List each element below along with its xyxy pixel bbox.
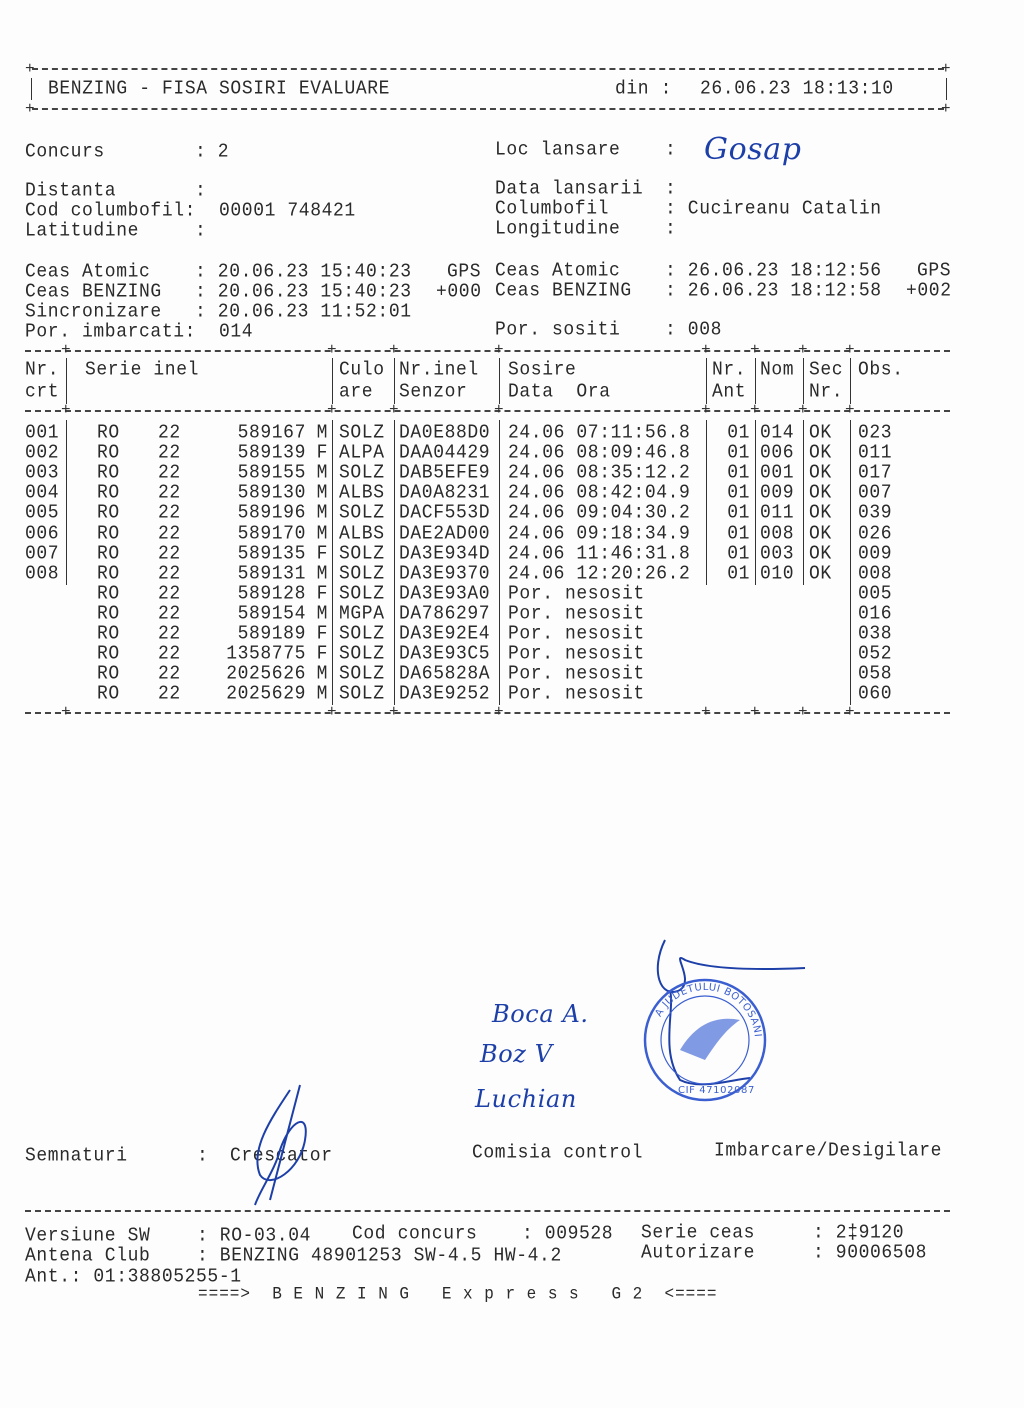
cell-nom: 008 [760,522,795,545]
cell-culoare: MGPA [339,603,385,625]
cell-sex: M [316,603,328,625]
cell-nom: 003 [760,542,795,565]
cell-sex: M [316,683,328,706]
table-rule-junction: + [798,401,809,419]
cell-tara: RO [97,442,120,464]
cell-sex: F [316,582,328,605]
cell-sex: M [316,562,328,585]
cell-sec: OK [809,562,832,585]
cell-sex: M [316,482,328,505]
cell-sex: M [316,422,328,444]
cell-sosire: Por. nesosit [508,643,645,665]
column-divider [499,358,500,404]
cell-sex: M [316,462,328,484]
cell-ant: 01 [727,482,750,505]
table-rule-junction: + [389,341,400,359]
column-header-sosire: Sosire [508,359,577,381]
cell-senzor: DA3E9252 [399,683,491,706]
corner-mark: + [25,100,36,118]
cell-an: 22 [158,582,181,605]
cell-an: 22 [158,603,181,625]
cell-obs: 005 [858,582,893,605]
cell-culoare: SOLZ [339,663,385,685]
stamp-cif: CIF 47102087 [678,1085,755,1096]
cell-sosire: Por. nesosit [508,603,645,625]
cell-sosire: 24.06 08:42:04.9 [508,482,691,505]
handwritten-name: Boca A. [492,1000,589,1028]
table-rule-junction: + [750,401,761,419]
cell-culoare: SOLZ [339,462,385,484]
table-rule-junction: + [327,703,338,721]
cell-tara: RO [97,482,120,505]
column-header-senzor: Nr.inel [399,359,479,381]
cell-nom: 014 [760,422,795,444]
cell-culoare: SOLZ [339,502,385,525]
cell-ant: 01 [727,542,750,565]
cell-culoare: ALBS [339,522,385,545]
cell-inel: 2025629 [226,683,306,706]
table-rule-junction: + [327,401,338,419]
clock-value: : 20.06.23 15:40:23 [195,261,412,283]
cell-sosire: 24.06 07:11:56.8 [508,422,691,444]
corner-mark: + [941,60,952,78]
column-divider [706,358,707,404]
cell-obs: 060 [858,683,893,706]
cell-senzor: DAE2AD00 [399,522,491,545]
column-header-nom: Nom [760,359,795,381]
cell-senzor: DA3E93A0 [399,582,491,605]
cell-nr: 005 [25,502,60,525]
cell-sosire: Por. nesosit [508,582,645,605]
clock-label: Sincronizare [25,301,162,323]
cell-nr: 007 [25,542,60,565]
cell-inel: 589170 [237,522,306,545]
cell-sex: M [316,502,328,525]
column-divider [394,420,395,705]
cell-an: 22 [158,542,181,565]
cell-senzor: DA786297 [399,603,491,625]
cell-sosire: 24.06 09:04:30.2 [508,502,691,525]
cell-tara: RO [97,663,120,685]
concurs-label: Concurs [25,141,105,163]
table-rule-junction: + [389,703,400,721]
columbofil-value: : Cucireanu Catalin [665,198,882,220]
cell-sosire: 24.06 08:35:12.2 [508,462,691,484]
cod-concurs-value: : 009528 [522,1223,614,1245]
cell-obs: 058 [858,663,893,685]
cell-nr: 004 [25,482,60,505]
cell-sosire: 24.06 12:20:26.2 [508,562,691,585]
column-header-serie: Serie inel [85,359,200,381]
cell-senzor: DAB5EFE9 [399,462,491,484]
autorizare-value: : 90006508 [813,1242,928,1264]
cell-inel: 589167 [237,422,306,444]
cell-sex: F [316,623,328,645]
cell-an: 22 [158,683,181,706]
cell-culoare: SOLZ [339,542,385,565]
cell-tara: RO [97,623,120,645]
clock-label: Ceas BENZING [25,281,162,303]
column-header-sosire: Data Ora [508,381,611,403]
longitudine-value: : [665,218,677,240]
column-divider [755,358,756,404]
antena-label: Antena Club [25,1245,151,1267]
cell-inel: 589128 [237,582,306,605]
column-divider [332,420,333,705]
antenna-line: Ant.: 01:38805255-1 [25,1266,242,1288]
cell-an: 22 [158,643,181,665]
cell-senzor: DA0E88D0 [399,422,491,444]
cell-senzor: DA3E934D [399,542,491,565]
data-lansarii-label: Data lansarii [495,178,644,200]
cell-sex: M [316,522,328,545]
cell-ant: 01 [727,502,750,525]
cell-obs: 011 [858,442,893,464]
cell-obs: 039 [858,502,893,525]
cell-senzor: DA3E93C5 [399,643,491,665]
cell-sec: OK [809,522,832,545]
cell-inel: 589139 [237,442,306,464]
cell-nr: 001 [25,422,60,444]
cell-senzor: DA0A8231 [399,482,491,505]
header-top-rule [32,68,944,70]
cell-nom: 001 [760,462,795,484]
handwritten-name: Boz V [480,1040,553,1068]
distanta-value: : [195,180,207,202]
table-rule-junction: + [494,401,505,419]
cell-ant: 01 [727,422,750,444]
cell-ant: 01 [727,522,750,545]
cell-obs: 008 [858,562,893,585]
table-rule-junction: + [798,703,809,721]
cell-senzor: DA3E92E4 [399,623,491,645]
cell-nom: 009 [760,482,795,505]
versiune-label: Versiune SW [25,1225,151,1247]
cell-an: 22 [158,422,181,444]
document-title: BENZING - FISA SOSIRI EVALUARE [48,78,391,100]
column-divider [803,420,804,585]
handwritten-name: Luchian [475,1085,577,1113]
cell-sosire: Por. nesosit [508,663,645,685]
cell-sec: OK [809,542,832,565]
clock-suffix: GPS [917,260,952,282]
cell-sosire: Por. nesosit [508,623,645,645]
footer-rule [25,1210,950,1212]
cell-tara: RO [97,502,120,525]
table-rule-junction: + [845,703,856,721]
clock-label: Por. sositi [495,319,621,341]
versiune-value: : RO-03.04 [197,1225,312,1247]
cell-inel: 589196 [237,502,306,525]
corner-mark: + [941,100,952,118]
cod-concurs-label: Cod concurs [352,1223,478,1245]
cell-tara: RO [97,562,120,585]
cell-an: 22 [158,663,181,685]
header-right-border [946,78,947,100]
loc-lansare-handwritten: Gosap [704,132,802,167]
table-rule [25,350,950,352]
cell-an: 22 [158,482,181,505]
crescator-signature [230,1080,340,1210]
column-divider [332,358,333,404]
longitudine-label: Longitudine [495,218,621,240]
cell-inel: 589131 [237,562,306,585]
clock-label: Por. imbarcati: [25,321,197,343]
distanta-label: Distanta [25,180,117,202]
clock-label: Ceas Atomic [25,261,151,283]
cell-culoare: ALPA [339,442,385,464]
column-header-culoare: Culo [339,359,385,381]
cell-tara: RO [97,422,120,444]
cell-an: 22 [158,522,181,545]
cell-nr: 006 [25,522,60,545]
cell-tara: RO [97,582,120,605]
table-rule-junction: + [845,341,856,359]
cell-culoare: SOLZ [339,562,385,585]
table-rule-junction: + [61,401,72,419]
cell-culoare: SOLZ [339,582,385,605]
table-rule-junction: + [61,703,72,721]
report-timestamp: 26.06.23 18:13:10 [700,78,894,100]
cell-tara: RO [97,462,120,484]
cell-sex: F [316,442,328,464]
cell-sec: OK [809,422,832,444]
column-divider [706,420,707,585]
cell-obs: 016 [858,603,893,625]
columbofil-label: Columbofil [495,198,610,220]
cell-an: 22 [158,442,181,464]
cell-obs: 023 [858,422,893,444]
column-header-sec: Sec [809,359,844,381]
clock-suffix: +000 [436,281,482,303]
table-rule-junction: + [845,401,856,419]
colon: : [665,139,677,161]
concurs-value: : 2 [195,141,230,163]
cell-nr: 003 [25,462,60,484]
cell-inel: 589189 [237,623,306,645]
clock-value: : 20.06.23 15:40:23 [195,281,412,303]
cell-inel: 589155 [237,462,306,484]
corner-mark: + [25,60,36,78]
cell-sosire: 24.06 09:18:34.9 [508,522,691,545]
table-rule-junction: + [61,341,72,359]
clock-value: : 26.06.23 18:12:56 [665,260,882,282]
column-header-nr: crt [25,381,60,403]
column-header-ant: Nr. [712,359,747,381]
cell-inel: 589130 [237,482,306,505]
clock-value: : 20.06.23 11:52:01 [195,301,412,323]
cell-ant: 01 [727,462,750,484]
cell-culoare: SOLZ [339,623,385,645]
cell-obs: 017 [858,462,893,484]
column-divider [394,358,395,404]
cell-tara: RO [97,603,120,625]
comisia-label: Comisia control [472,1142,644,1164]
cell-sec: OK [809,482,832,505]
cell-ant: 01 [727,442,750,464]
cell-inel: 1358775 [226,643,306,665]
stamp-lettering: A JUDETULUI BOTOSANI [653,981,763,1038]
cell-inel: 589135 [237,542,306,565]
clock-label: Ceas Atomic [495,260,621,282]
loc-lansare-label: Loc lansare [495,139,621,161]
cell-sosire: 24.06 08:09:46.8 [508,442,691,464]
cod-columbofil-value: 00001 748421 [219,200,356,222]
cell-sex: M [316,663,328,685]
clock-suffix: +002 [906,280,952,302]
cell-obs: 026 [858,522,893,545]
header-bottom-rule [32,108,944,110]
header-left-border [31,78,32,100]
table-rule-junction: + [750,703,761,721]
column-header-culoare: are [339,381,374,403]
cell-nr: 002 [25,442,60,464]
serie-ceas-value: : 2‡9120 [813,1222,905,1244]
cell-obs: 007 [858,482,893,505]
semnaturi-label: Semnaturi [25,1145,128,1167]
cell-culoare: SOLZ [339,422,385,444]
cell-senzor: DA3E9370 [399,562,491,585]
table-rule-junction: + [798,341,809,359]
din-label: din : [615,78,673,100]
column-divider [850,358,851,404]
column-header-sec: Nr. [809,381,844,403]
cell-senzor: DACF553D [399,502,491,525]
data-lansarii-value: : [665,178,677,200]
cell-sosire: 24.06 11:46:31.8 [508,542,691,565]
imbarcare-label: Imbarcare/Desigilare [714,1140,943,1162]
cell-culoare: ALBS [339,482,385,505]
latitudine-value: : [195,220,207,242]
column-header-senzor: Senzor [399,381,468,403]
cell-obs: 038 [858,623,893,645]
column-divider [850,420,851,705]
cell-nom: 006 [760,442,795,464]
cell-sosire: Por. nesosit [508,683,645,706]
table-rule-junction: + [750,341,761,359]
colon: : [197,1145,209,1167]
cod-columbofil-label: Cod columbofil: [25,200,197,222]
cell-tara: RO [97,643,120,665]
latitudine-label: Latitudine [25,220,140,242]
serie-ceas-label: Serie ceas [641,1222,756,1244]
table-rule-junction: + [389,401,400,419]
table-rule-junction: + [327,341,338,359]
cell-nom: 010 [760,562,795,585]
column-divider [755,420,756,585]
column-divider [499,420,500,705]
cell-obs: 009 [858,542,893,565]
cell-an: 22 [158,462,181,484]
column-header-ant: Ant [712,381,747,403]
table-rule-junction: + [701,341,712,359]
cell-nom: 011 [760,502,795,525]
column-divider [66,420,67,585]
cell-nr: 008 [25,562,60,585]
cell-sec: OK [809,502,832,525]
clock-value: 014 [219,321,254,343]
table-rule [25,712,950,714]
cell-tara: RO [97,683,120,706]
cell-an: 22 [158,562,181,585]
cell-sex: F [316,643,328,665]
autorizare-label: Autorizare [641,1242,756,1264]
table-rule-junction: + [494,341,505,359]
cell-sex: F [316,542,328,565]
brand-line: ====> B E N Z I N G E x p r e s s G 2 <==== [198,1284,718,1304]
clock-value: : 26.06.23 18:12:58 [665,280,882,302]
cell-senzor: DA65828A [399,663,491,685]
column-header-obs: Obs. [858,359,904,381]
table-rule-junction: + [494,703,505,721]
column-divider [803,358,804,404]
cell-an: 22 [158,502,181,525]
cell-ant: 01 [727,562,750,585]
table-rule-junction: + [701,401,712,419]
antena-value: : BENZING 48901253 SW-4.5 HW-4.2 [197,1245,562,1267]
table-rule-junction: + [701,703,712,721]
cell-senzor: DAA04429 [399,442,491,464]
cell-culoare: SOLZ [339,683,385,706]
cell-an: 22 [158,623,181,645]
cell-sec: OK [809,462,832,484]
cell-sec: OK [809,442,832,464]
clock-value: : 008 [665,319,723,341]
table-rule [25,410,950,412]
cell-inel: 2025626 [226,663,306,685]
cell-tara: RO [97,522,120,545]
club-stamp [640,975,770,1105]
clock-label: Ceas BENZING [495,280,632,302]
cell-inel: 589154 [237,603,306,625]
cell-obs: 052 [858,643,893,665]
cell-culoare: SOLZ [339,643,385,665]
cell-tara: RO [97,542,120,565]
crescator-label: Crescator [230,1145,333,1167]
clock-suffix: GPS [447,261,482,283]
column-divider [66,358,67,404]
column-header-nr: Nr. [25,359,60,381]
